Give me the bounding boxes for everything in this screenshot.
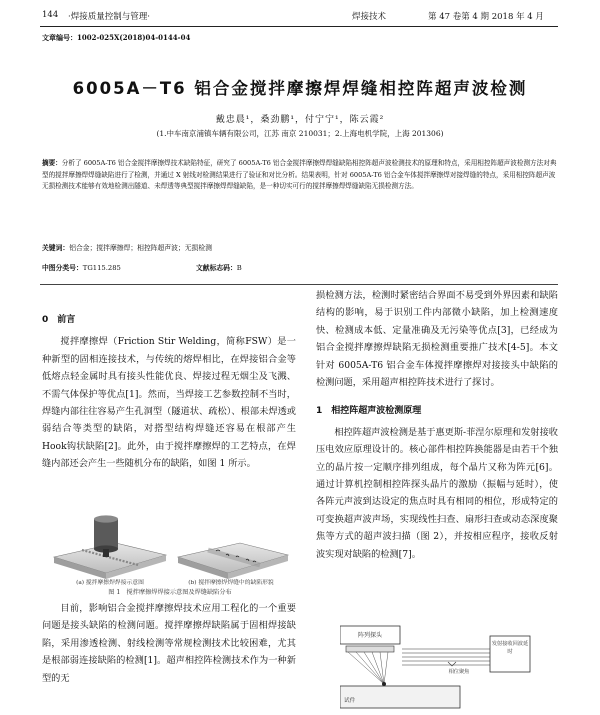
figure-1 [50,513,290,595]
section-1-heading: 1 相控阵超声波检测原理 [316,406,422,417]
figure-1-image [50,513,290,585]
abstract-text: 分析了 6005A-T6 铝合金搅拌摩擦焊技术缺陷特征，研究了 6005A-T6 铝合金搅拌摩擦焊焊缝缺陷相控阵超声波检测技术的原理和特点，采用相控阵超声波检测方法对典型的搅拌摩擦焊焊缝缺陷进行了检测，并通过 X 射线对检测结果进行了验证和对比分析。结果表明，针对 6005A-T6 铝合金车体搅拌摩擦焊对接焊缝的特点，采用相控阵超声波无损检测技术能够有效地检测出隧道、未焊透等典型搅拌摩擦焊焊缝缺陷，是一种切实可行的搅拌摩擦焊焊缝缺陷无损检测方法。 [42,159,557,191]
abstract-rule [40,284,558,285]
right-column [316,287,558,563]
delay-box-label: 发射接收回波延时 [491,641,529,655]
section-0-paragraph-1: 搅拌摩擦焊（Friction Stir Welding，简称FSW）是一种新型的固相连接技术，与传统的熔焊相比，在焊接铝合金等低熔点轻金属时具有接头性能优良、焊接过程无烟尘及飞溅、不需气体保护等优点[1]。然而，当焊接工艺参数控制不当时，焊缝内部往往容易产生孔洞型（隧道状、疏松）、根部未焊透或弱结合等类型的缺陷，对搭型结构焊缝还容易在根部产生Hook钩状缺陷[2]。此外，由于搅拌摩擦焊的工艺特点，在焊缝内部还会产生一些随机分布的缺陷，如图 1 所示。 [42,336,296,470]
journal-issue: 第 47 卷第 4 期 2018 年 4 月 [428,12,544,22]
left-column [42,312,296,473]
specimen-label: 试件 [344,698,356,704]
section-0-heading: 0 前言 [42,315,76,325]
paper-title: 6005A－T6 铝合金搅拌摩擦焊焊缝相控阵超声波检测 [72,79,528,98]
section-0-paragraph-2: 目前，影响铝合金搅拌摩擦焊技术应用工程化的一个重要问题是接头缺陷的检测问题。搅拌摩擦焊缺陷属于固相焊接缺陷，采用渗透检测、射线检测等常规检测技术比较困难，尤其是根部弱连接缺陷的检测[1]。超声相控阵检测技术作为一种新型的无 [42,603,296,684]
document-code [196,262,242,272]
clc-text: TG115.285 [82,264,121,272]
keywords-text: 铝合金；搅拌摩擦焊；相控阵超声波；无损检测 [69,244,212,252]
authors: 戴忠晨¹，桑劲鹏¹，付宁宁¹，陈云霞² [215,115,385,125]
keywords-label: 关键词： [42,244,70,252]
page-number: 144 [42,10,59,20]
keywords [42,242,558,252]
figure-2 [340,622,558,712]
figure-1a-label: (a) 搅拌摩擦焊焊接示意图 [76,580,144,586]
left-column-continued [42,600,296,687]
abstract [42,158,558,193]
doc-code-label: 文献标志码： [196,264,237,272]
figure-1-caption: 图 1 搅拌摩擦焊焊接示意图及焊缝缺陷分布 [108,589,232,596]
abstract-label: 摘要： [42,159,62,167]
clc-number [42,262,121,272]
figure-1b-label: (b) 搅拌摩擦焊焊缝中的缺陷形貌 [188,580,274,586]
section-1-paragraph-1: 相控阵超声波检测是基于惠更斯-菲涅尔原理和发射接收压电效应原理设计的。核心部件相控阵换能器是由若干个独立的晶片按一定顺序排列组成，每个晶片又称为阵元[6]。通过计算机控制相控阵探头晶片的激励（振幅与延时），使各阵元声波到达设定的焦点时具有相同的相位，形成特定的可变换超声波声场，实现线性扫查、扇形扫查或动态深度聚焦等方式的超声波扫描（图 2），并按相应程序，接收反射波实现对缺陷的检测[7]。 [316,426,558,560]
focus-label: 相位聚焦 [448,669,470,675]
journal-section: ·焊接质量控制与管理· [68,12,150,22]
article-number: 文章编号：1002-025X(2018)04-0144-04 [42,33,191,42]
doc-code-text: B [236,264,242,272]
section-0-paragraph-3: 损检测方法，检测时紧密结合界面不易受到外界因素和缺陷结构的影响，易于识别工件内部微小缺陷，加上检测速度快、检测成本低、定量准确及无污染等优点[3]，已经成为铝合金搅拌摩擦焊缺陷无损检测重要推广技术[4-5]。本文针对 6005A-T6 铝合金车体搅拌摩擦焊对接接头中缺陷的检测问题，采用超声相控阵技术进行了探讨。 [316,290,558,389]
header-rule [40,26,558,27]
journal-name: 焊接技术 [352,12,387,22]
affiliation: (1.中车南京浦镇车辆有限公司，江苏 南京 210031；2.上海电机学院，上海 201306) [156,129,444,138]
array-probe-label: 阵列探头 [357,632,382,639]
clc-label: 中图分类号： [42,264,83,272]
